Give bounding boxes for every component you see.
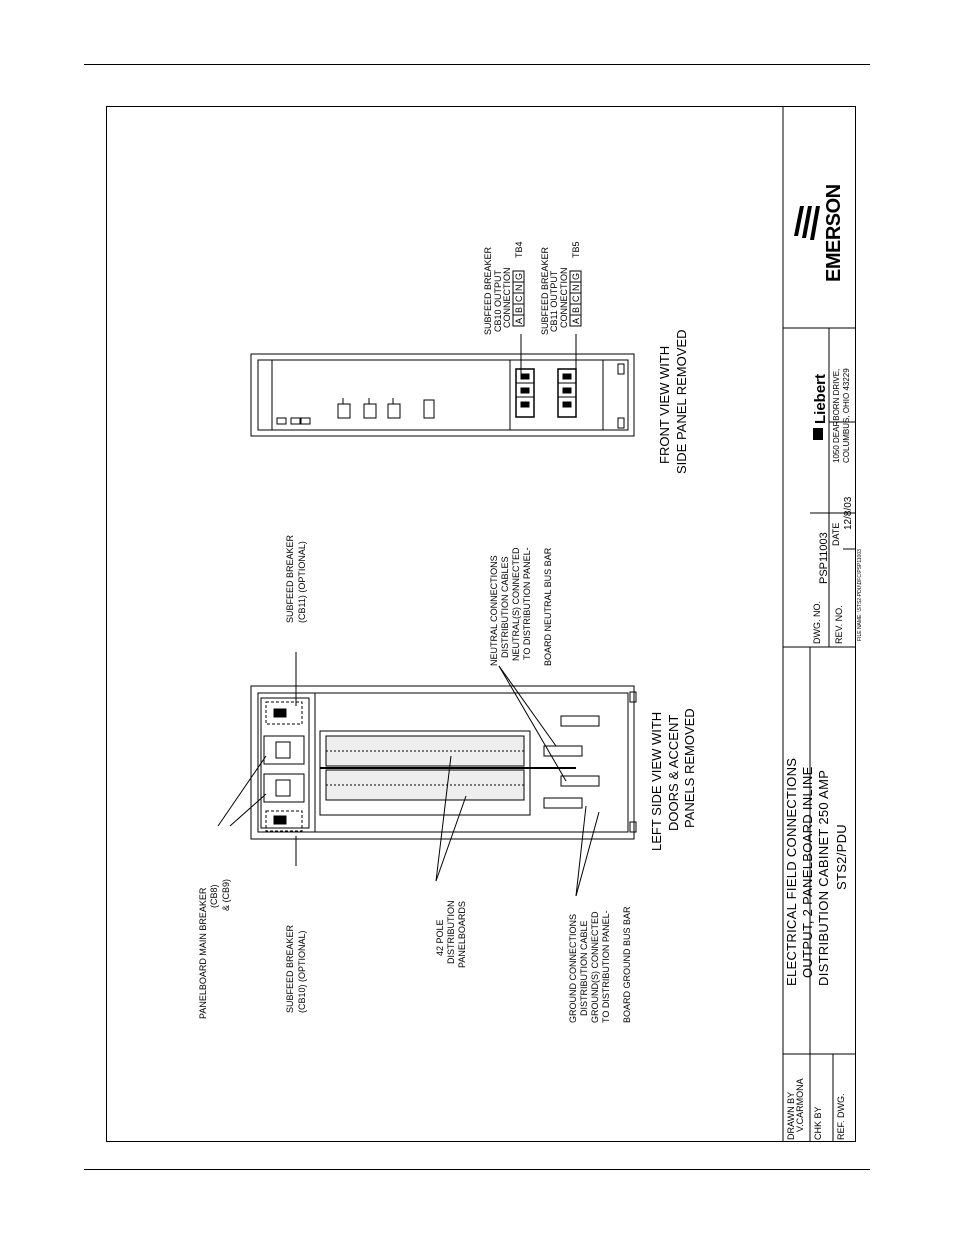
main-breaker-callout-line-1: PANELBOARD MAIN BREAKER bbox=[198, 887, 208, 1019]
neutral-callout-line-4: TO DISTRIBUTION PANEL- bbox=[522, 547, 532, 660]
tb5-letter-g: G bbox=[571, 272, 581, 280]
title-line-4: STS2/PDU bbox=[834, 824, 849, 890]
ground-callout-line-3: GROUND(S) CONNECTED bbox=[590, 911, 600, 1023]
dwg-no-label: DWG. NO. bbox=[812, 601, 822, 644]
drawn-by-label: DRAWN BY bbox=[786, 1091, 796, 1140]
front-view-drawing bbox=[251, 334, 634, 436]
main-breaker-callout-line-3: & (CB9) bbox=[221, 878, 231, 911]
tb4-letter-g: G bbox=[514, 272, 524, 280]
emerson-symbol-icon bbox=[794, 206, 820, 240]
main-breaker-callout-line-2: (CB8) bbox=[209, 884, 219, 908]
chk-by-label: CHK BY bbox=[813, 1106, 823, 1140]
tb5-letter-a: A bbox=[571, 317, 581, 324]
side-view-title-line-3: PANELS REMOVED bbox=[682, 708, 697, 828]
tb5-callout-line-3: CONNECTION bbox=[559, 267, 569, 328]
tb4-callout-line-3: CONNECTION bbox=[502, 267, 512, 328]
tb4-letter-b: B bbox=[514, 306, 524, 313]
cb10-callout-line-1: SUBFEED BREAKER bbox=[285, 924, 295, 1013]
tb5-callout-line-1: SUBFEED BREAKER bbox=[540, 246, 550, 335]
dwg-no-value: PSP11003 bbox=[818, 532, 830, 584]
tb4-letter-a: A bbox=[514, 317, 524, 324]
drawing-sheet bbox=[106, 106, 863, 1142]
date-value: 12/8/03 bbox=[843, 496, 854, 530]
tb4-callout-line-2: CB10 OUTPUT bbox=[493, 269, 503, 332]
tb4-letter-n: N bbox=[514, 284, 524, 291]
title-line-1: ELECTRICAL FIELD CONNECTIONS bbox=[784, 757, 799, 986]
neutral-callout-line-3: NEUTRAL(S) CONNECTED bbox=[511, 547, 521, 661]
tb4-letter-c: C bbox=[514, 295, 524, 302]
panelboards-callout-line-2: DISTRIBUTION bbox=[446, 900, 456, 964]
tb5-callout-line-2: CB11 OUTPUT bbox=[549, 270, 559, 332]
title-line-2: OUTPUT, 2 PANELBOARD INLINE bbox=[800, 766, 815, 978]
tb5-label: TB5 bbox=[571, 241, 581, 258]
neutral-callout-line-2: DISTRIBUTION CABLES bbox=[500, 556, 510, 658]
rev-no-label: REV. NO. bbox=[834, 605, 844, 644]
panelboards-callout-line-3: PANELBOARDS bbox=[457, 901, 467, 968]
cb11-callout-line-1: SUBFEED BREAKER bbox=[285, 534, 295, 623]
address-line-2: COLUMBUS, OHIO 43229 bbox=[842, 368, 851, 463]
ground-callout-line-1: GROUND CONNECTIONS bbox=[568, 913, 578, 1023]
tb4-label: TB4 bbox=[514, 241, 524, 258]
liebert-logo-text: Liebert bbox=[812, 373, 829, 424]
ground-callout-line-2: DISTRIBUTION CABLE bbox=[579, 920, 589, 1016]
emerson-logo bbox=[794, 184, 845, 282]
cb10-callout-line-2: (CB10) (OPTIONAL) bbox=[297, 930, 307, 1013]
address-line-1: 1050 DEARBORN DRIVE, bbox=[832, 368, 841, 463]
tb5-letter-c: C bbox=[571, 295, 581, 302]
neutral-callout-line-1: NEUTRAL CONNECTIONS bbox=[489, 555, 499, 666]
emerson-logo-text: EMERSON bbox=[823, 184, 845, 282]
tb4-terminal-letters bbox=[513, 271, 524, 326]
drawn-by-value: V.CARMONA bbox=[795, 1078, 805, 1132]
panelboards-callout-line-1: 42 POLE bbox=[435, 919, 445, 956]
ground-callout-line-4: TO DISTRIBUTION PANEL- bbox=[601, 910, 611, 1023]
tb5-letter-n: N bbox=[571, 284, 581, 291]
side-view-title-line-1: LEFT SIDE VIEW WITH bbox=[649, 711, 664, 851]
file-name: FILE NAME: \STS2-PDU\DFC\PSP11003 bbox=[857, 549, 863, 641]
front-view-title-line-2: SIDE PANEL REMOVED bbox=[674, 329, 689, 474]
tb4-callout-line-1: SUBFEED BREAKER bbox=[483, 246, 493, 335]
neutral-callout-line-5: BOARD NEUTRAL BUS BAR bbox=[543, 547, 553, 666]
ref-dwg-label: REF. DWG. bbox=[836, 1093, 846, 1140]
liebert-logo bbox=[812, 374, 829, 440]
page-top-rule bbox=[84, 64, 870, 65]
date-label: DATE bbox=[831, 522, 841, 546]
cb11-callout-line-2: (CB11) (OPTIONAL) bbox=[297, 541, 307, 623]
ground-callout-line-5: BOARD GROUND BUS BAR bbox=[622, 906, 632, 1023]
side-view-drawing bbox=[218, 652, 636, 896]
front-view-labels bbox=[483, 241, 689, 474]
tb5-letter-b: B bbox=[571, 306, 581, 313]
page-bottom-rule bbox=[84, 1169, 870, 1170]
tb5-terminal-letters bbox=[570, 271, 581, 326]
side-view-title-line-2: DOORS & ACCENT bbox=[666, 714, 681, 831]
title-line-3: DISTRIBUTION CABINET 250 AMP bbox=[816, 769, 831, 986]
front-view-title-line-1: FRONT VIEW WITH bbox=[657, 345, 672, 464]
